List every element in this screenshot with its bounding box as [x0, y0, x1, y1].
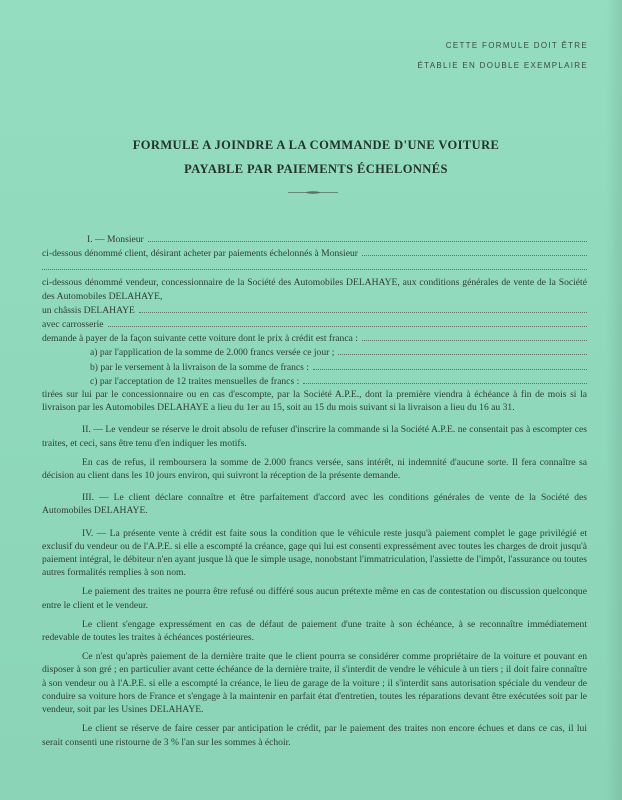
chassis-field[interactable]	[139, 303, 587, 313]
chassis-row	[42, 303, 587, 317]
item-a-field[interactable]	[338, 345, 587, 355]
blank-row	[42, 260, 587, 270]
section4-paragraph2: Le paiement des traites ne pourra être refusé ou différé sous aucun prétexte même en cas de contestation ou discussion quelconque entre le client et le vendeur.	[42, 586, 587, 611]
price-field[interactable]	[362, 331, 587, 341]
item-b-label: b) par le versement à la livraison de la somme de francs :	[90, 361, 309, 373]
section4-paragraph5: Le client se réserve de faire cesser par anticipation le crédit, par le paiement des traites non encore échues et dans ce cas, il lui serait consenti une ristourne de 3 % l'an sur les sommes à échoir.	[42, 723, 587, 748]
item-a-row	[42, 345, 587, 359]
client-name-field[interactable]	[148, 232, 587, 242]
section1-monsieur-label: I. — Monsieur	[87, 234, 144, 245]
header-note	[368, 36, 588, 76]
demande-label: demande à payer de la façon suivante cette voiture dont le prix à crédit est franca :	[42, 333, 358, 345]
section3-paragraph: III. — Le client déclare connaître et être parfaitement d'accord avec les conditions générales de vente de la Société des Automobiles DELAHAYE.	[42, 492, 587, 517]
monsieur-row	[42, 232, 587, 246]
item-c-field[interactable]	[303, 374, 587, 384]
header-note-line1: CETTE FORMULE DOIT ÊTRE	[445, 41, 588, 50]
carrosserie-field[interactable]	[108, 317, 587, 327]
section4-paragraph1: IV. — La présente vente à crédit est faite sous la condition que le véhicule reste jusqu'à paiement complet le gage privilégié et exclusif du vendeur ou de l'A.P.E. si elle a escompté la créance, gage qui lui est consenti expressément avec toutes les charges de droit jusqu'à paiement intégral, le débiteur n'en ayant jusque là que le simple usage, nonobstant l'immatriculation, l'assiette de l'impôt, l'assurance ou toutes autres formalités remplies à son nom.	[42, 527, 587, 579]
item-c-row	[42, 374, 587, 388]
form-title-line1: FORMULE A JOINDRE A LA COMMANDE D'UNE VOITURE	[132, 138, 500, 152]
section2-paragraph1: II. — Le vendeur se réserve le droit absolu de refuser d'inscrire la commande si la Société A.P.E. ne consentait pas à escompter ces traites, et ceci, sans être tenu d'en indiquer les motifs.	[42, 424, 587, 449]
item-b-field[interactable]	[313, 360, 587, 370]
item-c-label: c) par l'acceptation de 12 traites mensuelles de francs :	[90, 375, 300, 387]
seller-address-field[interactable]	[42, 260, 587, 270]
seller-name-field[interactable]	[362, 246, 587, 256]
client-text: ci-dessous dénommé client, désirant acheter par paiements échelonnés à Monsieur	[42, 248, 358, 260]
title-divider-ornament	[288, 191, 338, 194]
carrosserie-row	[42, 317, 587, 331]
item-a-label: a) par l'application de la somme de 2.000 francs versée ce jour ;	[90, 347, 335, 359]
chassis-label: un châssis DELAHAYE	[42, 304, 135, 316]
vendeur-text: ci-dessous dénommé vendeur, concessionnaire de la Société des Automobiles DELAHAYE, aux conditions générales de vente de la Société des Automobiles DELAHAYE,	[42, 277, 587, 302]
client-row	[42, 246, 587, 260]
demande-row	[42, 331, 587, 345]
header-note-line2: ÉTABLIE EN DOUBLE EXEMPLAIRE	[417, 61, 588, 70]
item-b-row	[42, 360, 587, 374]
form-body	[42, 232, 587, 749]
section4-paragraph4: Ce n'est qu'après paiement de la dernière traite que le client pourra se considérer comme propriétaire de la voiture et pouvant en disposer à son gré ; en particulier avant cette échéance de la dernière traite, il s'interdit de vendre le véhicule à un tiers ; il doit faire connaître à son vendeur ou à l'A.P.E. si elle a escompté la créance, le lieu de garage de la voiture ; il s'interdit sans autorisation spéciale du vendeur de conduire sa voiture hors de France et s'engage à la maintenir en parfait état d'entretien, toutes les réparations devant être exécutées soit par le vendeur, soit par les Usines DELAHAYE.	[42, 651, 587, 716]
paper-edge-shadow	[606, 0, 622, 800]
form-title-line2: PAYABLE PAR PAIEMENTS ÉCHELONNÉS	[184, 162, 448, 176]
traites-text: tirées sur lui par le concessionnaire ou en cas d'escompte, par la Société A.P.E., dont la première viendra à échéance à fin de mois si la livraison par les Automobiles DELAHAYE a lieu du 1er au 15, soit au 15 du mois suivant si la livraison a lieu du 16 au 31.	[42, 389, 587, 414]
carrosserie-label: avec carrosserie	[42, 319, 104, 331]
section4-paragraph3: Le client s'engage expressément en cas de défaut de paiement d'une traite à son échéance, à se reconnaître immédiatement redevable de toutes les traites à échéances postérieures.	[42, 618, 587, 644]
section2-paragraph2: En cas de refus, il remboursera la somme de 2.000 francs versée, sans intérêt, ni indemnité d'aucune sorte. Il fera connaître sa décision au client dans les 10 jours environ, qui suivront la réception de la présente demande.	[42, 456, 587, 482]
